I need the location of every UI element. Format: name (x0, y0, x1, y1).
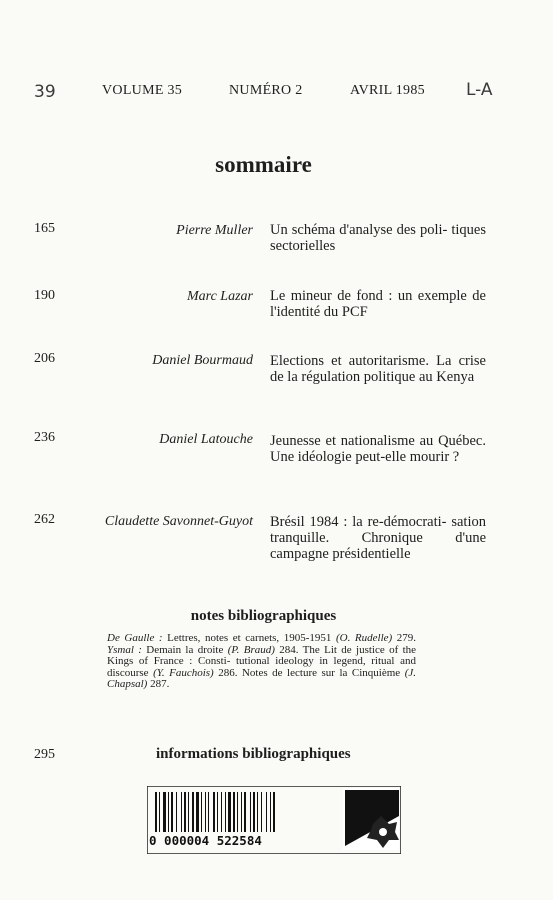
numero-label: NUMÉRO 2 (229, 83, 303, 98)
article-title: Un schéma d'analyse des poli- tiques sectorielles (270, 222, 486, 254)
barcode-image (147, 786, 401, 854)
page-title: sommaire (215, 152, 312, 177)
article-title: Brésil 1984 : la re-démocrati- sation tranquille. Chronique d'une campagne présidentielle (270, 514, 486, 562)
volume-label: VOLUME 35 (102, 83, 183, 98)
date-label: AVRIL 1985 (350, 83, 425, 98)
notes-heading: notes bibliographiques (190, 608, 337, 624)
page-number: 165 (34, 221, 55, 236)
page-number: 236 (34, 430, 55, 445)
author: Daniel Latouche (159, 432, 253, 447)
article-title: Le mineur de fond : un exemple de l'identité du PCF (270, 288, 486, 320)
barcode (147, 786, 401, 854)
page-number: 262 (34, 512, 55, 527)
informations-heading: informations bibliographiques (156, 746, 351, 762)
page-number: 206 (34, 351, 55, 366)
author: Daniel Bourmaud (152, 353, 253, 368)
author: Claudette Savonnet-Guyot (104, 514, 253, 529)
author: Marc Lazar (187, 289, 253, 304)
barcode-digits: 0 000004 522584 (149, 833, 262, 848)
article-title: Jeunesse et nationalisme au Québec. Une idéologie peut-elle mourir ? (270, 433, 486, 465)
notes-text: De Gaulle : Lettres, notes et carnets, 1905-1951 (O. Rudelle) 279. Ysmal : Demain la droite (P. Braud) 284. The Lit de justice of the Kings of France : Consti- tutional ideology in legend, ritual and discourse (Y. Fauchois) 286. Notes de lecture sur la Cinquième (J. Chapsal) 287. (107, 632, 417, 691)
handwritten-number: 39 (34, 82, 56, 102)
page-number: 295 (34, 747, 55, 762)
author: Pierre Muller (176, 223, 253, 238)
publisher-logo (343, 788, 399, 850)
handwritten-initials: L-A (466, 80, 493, 100)
article-title: Elections et autoritarisme. La crise de la régulation politique au Kenya (270, 353, 486, 385)
page-number: 190 (34, 288, 55, 303)
